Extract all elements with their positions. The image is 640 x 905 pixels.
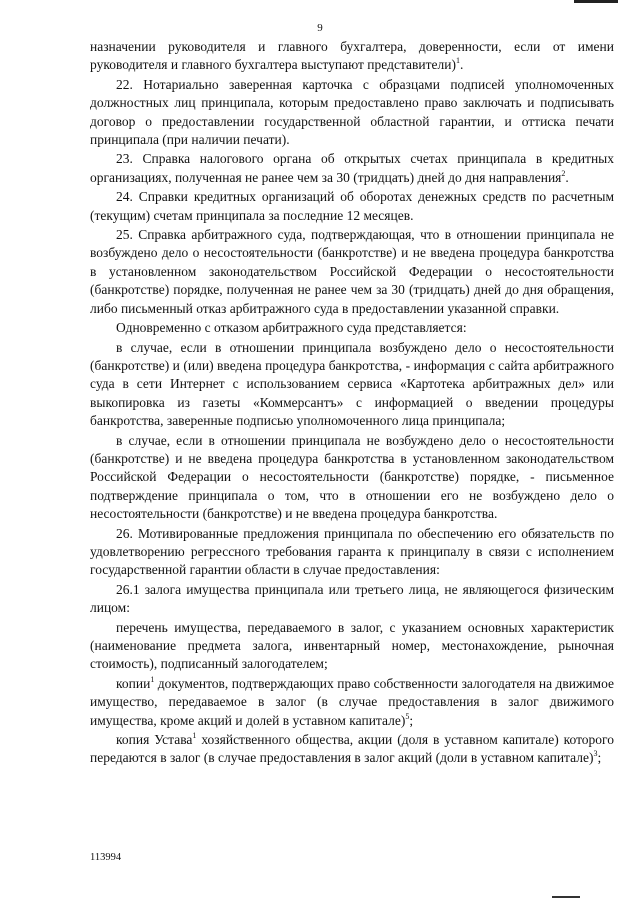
paragraph-p24 xyxy=(90,188,614,225)
paragraph-text-continued: документов, подтверждающих право собственности залогодателя на движимое имущество, передаваемое в залог (в случае предоставления в залог движимого имущества, кроме акций и долей в уставном капитале) xyxy=(90,675,614,728)
paragraph-text: в случае, если в отношении принципала возбуждено дело о несостоятельности (банкротстве) и (или) введена процедура банкротства, - информация с сайта арбитражного суда в сети Интернет с использованием сервиса «Картотека арбитражных дел» или выкопировка из газеты «Коммерсантъ» с информацией о введении процедуры банкротства, заверенные подписью уполномоченного лица принципала; xyxy=(90,339,614,429)
paragraph-p-cont xyxy=(90,38,614,75)
footnote-ref: 1 xyxy=(150,674,155,684)
paragraph-text-end: ; xyxy=(597,750,602,766)
paragraph-text: назначении руководителя и главного бухгалтера, доверенности, если от имени руководителя и главного бухгалтера выступают представители) xyxy=(90,39,614,73)
paragraph-text: Одновременно с отказом арбитражного суда представляется: xyxy=(116,320,467,336)
footnote-ref: 1 xyxy=(192,731,197,741)
paragraph-p-case2 xyxy=(90,432,614,524)
paragraph-p22 xyxy=(90,76,614,150)
paragraph-p-case1 xyxy=(90,339,614,431)
paragraph-text: 23. Справка налогового органа об открытых счетах принципала в кредитных организациях, полученная не ранее чем за 30 (тридцать) дней до дня направления xyxy=(90,151,614,185)
footnote-ref: 3 xyxy=(593,749,598,759)
paragraph-p-charter xyxy=(90,731,614,768)
document-body xyxy=(90,38,614,769)
paragraph-text: копия Устава xyxy=(116,732,193,748)
paragraph-p-list xyxy=(90,619,614,674)
paragraph-text: в случае, если в отношении принципала не возбуждено дело о несостоятельности (банкротстве) и не введена процедура банкротства в установленном законодательством Российской Федерации о несостоятельности (банкротстве) порядке, - письменное подтверждение принципала о том, что в отношении его не возбуждено дело о несостоятельности (банкротстве) и не введена процедура банкротства. xyxy=(90,432,614,522)
paragraph-text: 26. Мотивированные предложения принципала по обеспечению его обязательств по удовлетворению регрессного требования гаранта к принципалу в связи с исполнением государственной гарантии области в случае предоставления: xyxy=(90,525,614,578)
paragraph-text-continued: . xyxy=(565,169,569,185)
paragraph-text: 25. Справка арбитражного суда, подтверждающая, что в отношении принципала не возбуждено дело о несостоятельности (банкротстве) и не введена процедура банкротства в установленном законодательством Российской Федерации о несостоятельности (банкротстве) порядке, полученная не ранее чем за 30 (тридцать) дней до дня обращения, либо письменный отказ арбитражного суда в предоставлении указанной справки. xyxy=(90,227,614,316)
paragraph-p-refusal xyxy=(90,319,614,337)
paragraph-text: копии xyxy=(116,675,151,691)
paragraph-p-copies xyxy=(90,675,614,730)
scan-mark-top xyxy=(574,0,618,3)
paragraph-p26 xyxy=(90,525,614,580)
paragraph-text-continued: хозяйственного общества, акции (доля в уставном капитале) которого передаются в залог (в случае предоставления в залог акций (доли в уставном капитале) xyxy=(90,732,614,766)
paragraph-text-continued: . xyxy=(459,57,464,73)
footer-code: 113994 xyxy=(90,852,122,863)
page-number: 9 xyxy=(317,22,323,34)
scan-mark-bottom xyxy=(552,896,580,898)
footnote-ref: 2 xyxy=(561,168,566,178)
paragraph-text: 22. Нотариально заверенная карточка с образцами подписей уполномоченных должностных лиц принципала, которым предоставлено право заключать и подписывать договор о предоставлении государственной областной гарантии, и оттиска печати принципала (при наличии печати). xyxy=(90,76,614,148)
paragraph-text-end: ; xyxy=(409,712,414,728)
paragraph-p25 xyxy=(90,226,614,318)
paragraph-text: 24. Справки кредитных организаций об оборотах денежных средств по расчетным (текущим) счетам принципала за последние 12 месяцев. xyxy=(90,189,614,223)
paragraph-p23 xyxy=(90,150,614,187)
footnote-ref: 1 xyxy=(455,56,460,66)
paragraph-p26-1 xyxy=(90,581,614,618)
paragraph-text: 26.1 залога имущества принципала или третьего лица, не являющегося физическим лицом: xyxy=(90,581,614,616)
footnote-ref: 5 xyxy=(405,711,410,721)
paragraph-text: перечень имущества, передаваемого в залог, с указанием основных характеристик (наименование предмета залога, инвентарный номер, местонахождение, рыночная стоимость), подписанный залогодателем; xyxy=(90,619,614,672)
